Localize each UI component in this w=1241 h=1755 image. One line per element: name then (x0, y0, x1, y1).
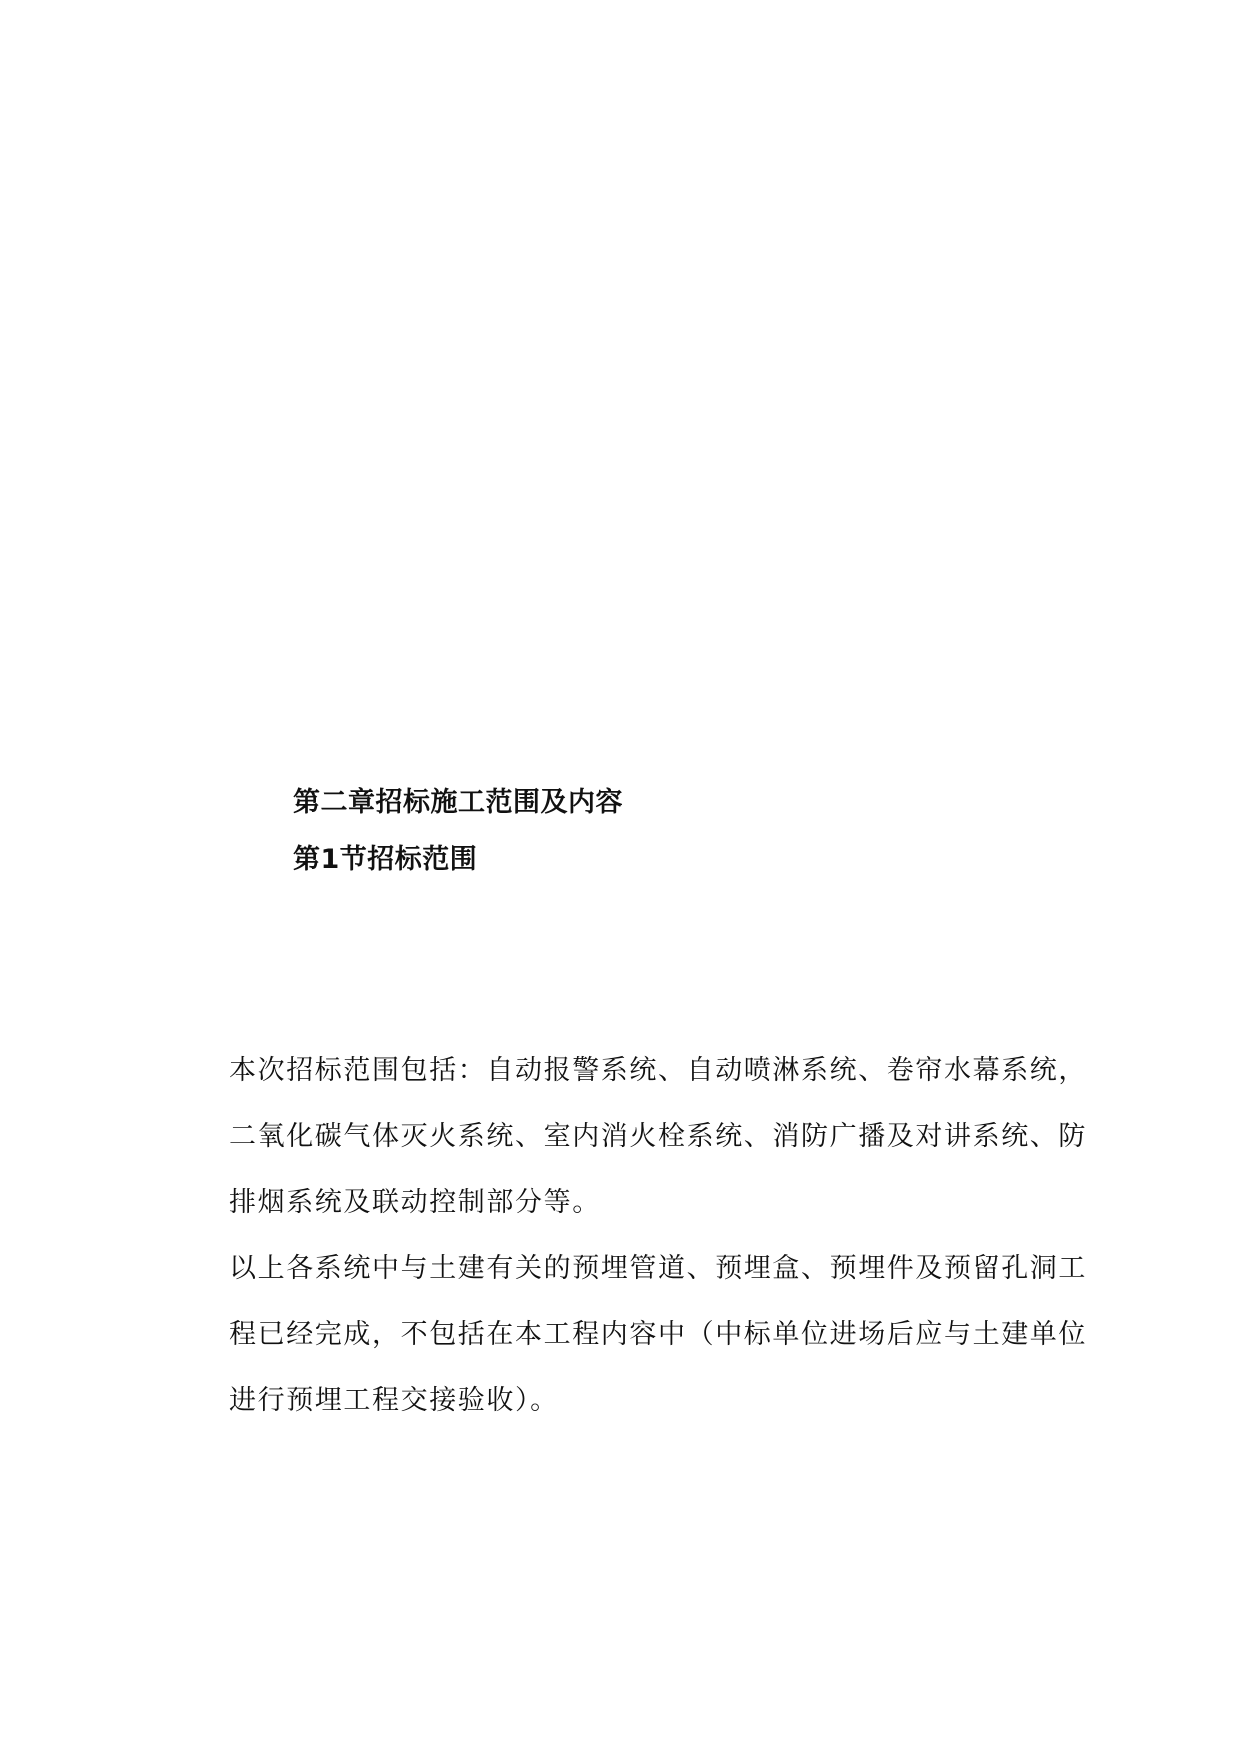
text-line: 进行预埋工程交接验收）。 (229, 1385, 559, 1416)
paragraph-exclusions (229, 1236, 1109, 1434)
chapter-title: 第二章招标施工范围及内容 (293, 787, 623, 818)
section-title: 第1节招标范围 (293, 844, 478, 875)
text-line: 程已经完成，不包括在本工程内容中（中标单位进场后应与土建单位 (229, 1319, 1087, 1350)
heading-block (293, 785, 1093, 878)
body-text (229, 1038, 1109, 1434)
paragraph-scope (229, 1038, 1109, 1236)
text-line: 以上各系统中与土建有关的预埋管道、预埋盒、预埋件及预留孔洞工 (229, 1253, 1087, 1284)
text-line: 排烟系统及联动控制部分等。 (229, 1187, 601, 1218)
text-line: 本次招标范围包括：自动报警系统、自动喷淋系统、卷帘水幕系统， (229, 1055, 1087, 1086)
text-line: 二氧化碳气体灭火系统、室内消火栓系统、消防广播及对讲系统、防 (229, 1121, 1087, 1152)
